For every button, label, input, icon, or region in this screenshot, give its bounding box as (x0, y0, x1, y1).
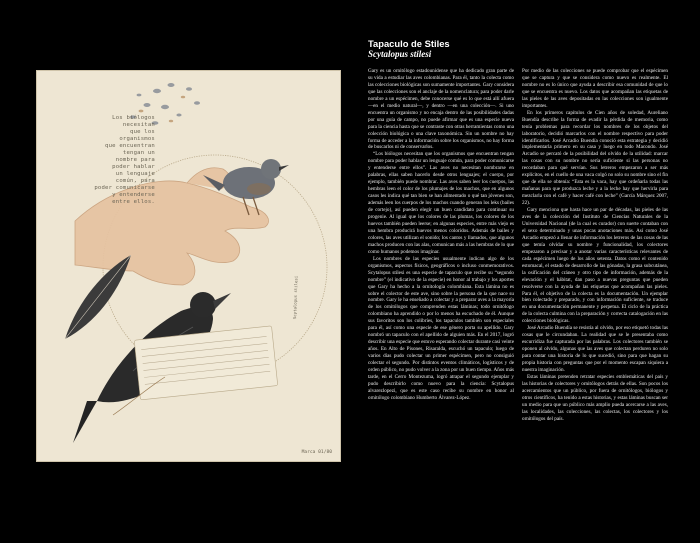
illustration-plate (36, 70, 341, 462)
article-header (368, 38, 450, 60)
paragraph: José Arcadio Buendía se resistía al olvido, por eso etiquetó todas las cosas que le circundaban. La realidad que se le presentaba como escurridiza fue capturada por las palabras. Los colectores también se oponen al olvido, algunas que las aves que colectan perduren no solo para contar una historia de lo que sucedió, sino para que hagan su propia historia con preguntas que por el momento escapan siquiera a nuestra imaginación. (522, 325, 668, 373)
paragraph: En los primeros capítulos de Cien años de soledad, Aureliano Buendía describe la forma de evadir la pérdida de memoria, como tenía problemas para recordar los nombres de los objetos del laboratorio, decidió marcarlos con el nombre respectivo para poder identificarlos. José Arcadio Buendía conoció esta estrategia y decidió implementarla primero en su casa y luego en todo Macondo. José Arcadio se percató de la posibilidad del olvido de la utilidad: marcar las cosas con su nombre no sería suficiente si las personas no recordaban para qué servían. Sus letreros empezaron a ser más explícitos, en el cuello de una vaca colgó no solo su nombre sino el fin que de ella se obtenía: “Esta es la vaca, hay que ordeñarla todas las mañanas para que produzca leche y a la leche hay que hervirla para mezclarla con el café y hacer café con leche” (García Márquez 2007, 22). (522, 109, 668, 207)
text-column-right (522, 68, 668, 498)
paragraph: Gary es un ornitólogo estadounidense que ha dedicado gran parte de su vida a estudiar las aves colombianas. Para él, tanto la colecta como las colecciones biológicas son sumamente importantes. Gary considera que las colecciones son el anclaje de la nomenclatura; para poder darle nombre a un espécimen, debe conocerse qué es lo que está allí afuera —en el medio natural—, y dentro —en una colección—. Si uno encuentra un organismo y no encaja dentro de las posibilidades dadas por una guía de campo, no puede afirmar que es una especie nueva para la ciencia hasta que se contraste con otras herramientas como una colección biológica o una clave taxonómica. Sin un nombre no hay forma de acceder a la información sobre los organismos, no hay forma de buscarlos ni de conservarlos. (368, 68, 514, 151)
text-column-left (368, 68, 514, 498)
paragraph: Los nombres de las especies usualmente indican algo de los organismos, aspectos físicos, geográficos o incluso conmemorativos. Scytalopus stilesi es una especie de tapaculo que recibe su “segundo nombre” (el indicativo de la especie) en honor al trabajo y los aportes que Gary ha hecho a la ornitología colombiana. Esta lámina no es sobre el colector de este ave, sino sobre la persona de la que nace su nombre. Gary le ha enseñado a colectar y a preparar aves a la mayoría de los ornitólogos que comprenden estas láminas; todo ornitólogo colombiano ha aprendido o por lo menos ha escuchado de él. Aunque sus favoritos son los colibríes, los tapaculos también son especiales para él, así como una especie de ese género porta su apellido. Gary nombró un tapaculo con el apellido de alguien más. En el 2017, logró describir una especie que estuvo esperando colectar durante casi veinte años. En Alto de Pisones, Risaralda, escuchó un tapaculo; luego de varios días pudo colectar un primer espécimen, pero no consiguió colectar el segundo. Por distintos eventos climáticos, logísticos y de orden público, no pudo volver a la zona por un buen tiempo. Años más tarde, en el Cerro Montezuma, logró atrapar el segundo ejemplar y pudo describirlo como nuevo para la ciencia: Scytalopus alvarezlopezi, que es este caso recibe su nombre en honor al ornitólogo colombiano Humberto Álvarez-López. (368, 255, 514, 401)
plate-signature: Marca 01/80 (301, 450, 332, 455)
article-title: Tapaculo de Stiles (368, 38, 450, 49)
paragraph: Gary menciona que hasta hace un par de décadas, las pieles de las aves de la colección del Instituto de Ciencias Naturales de la Universidad Nacional (de la cual es curador) con suerte contaban con el sexo determinado y unas pocas anotaciones más. Así como José Arcadio empezó a llenar de información los letreros de las cosas de las que temía olvidar su nombre y funcionalidad, los colectores empezaron a precisar y a anotar varias características relevantes de cada espécimen luego de los años setenta. Datos como el contenido estomacal, el estado de desarrollo de las gónadas, la grasa subcutánea, la osificación del cráneo y otro tipo de información, además de la elevación y el hábitat, dan paso a nuevas preguntas que pueden resolverse con la ayuda de las etiquetas que acompañan las pieles. Para él, el objetivo de la colecta es la documentación. Un ejemplar bien colectado y preparado, y con información suficiente, se traduce en una documentación permanente y perpetua. El ciclo de la práctica de la colecta culmina con la preparación y correcta catalogación en las colecciones biológicas. (522, 207, 668, 325)
article-scientific-name: Scytalopus stilesi (368, 49, 432, 59)
paragraph: Estas láminas pretenden retratar especies emblemáticas del país y las historias de colectores y ornitólogos detrás de ellas. Son pocos los acercamientos que un público, por fuera de ornitólogos, biólogos y otros científicos, ha tenido a estas historias, y estas láminas buscan ser un medio para que un público más amplio pueda acercarse a las aves, las localidades, las colecciones, las colectas, los colectores y los ornitólogos del país. (522, 373, 668, 422)
paragraph: Por medio de las colecciones se puede comprobar que el espécimen que se captura y que se considera como nuevo es realmente. El nombre no es lo único que ayuda a describir esa comunidad de que lo que se encuentra es nuevo. Los datos que acompañan las etiquetas de las pieles de las aves depositadas en las colecciones son igualmente importantes. (522, 68, 668, 109)
plate-handwritten-note: Los biólogos necesitan que los organismos que encuentran tengan un nombre para poder hablar un lenguaje común, para poder comunicarse y entenderse entre ellos. (94, 115, 155, 205)
plate-side-annotation: Scytalopus stilesi (292, 275, 299, 320)
paragraph: “Los biólogos necesitan que los organismos que encuentran tengan nombre para poder hablar un lenguaje común, para poder comunicarse y entenderse entre ellos”. Las aves no necesitan nombrarse en palabras, ellas saben hacerlo desde otros lenguajes; el cuerpo, por ejemplo, también puede nombrar. Las aves saben leer los cuerpos, las hembras leen el color de los plumajes de los machos, que en algunos casos les indica qué tan bien se han alimentado o qué tan jóvenes son, además leen los cuerpos de los machos cuando generan los leks (bailes de cortejo), así pueden elegir un buen candidato para continuar su progenie. Al igual que los colores de las plumas, los colores de los huevos también pueden leerse; en algunas especies, entre más viejo es una hembra producirá huevos menos coloridos. Además de bailes y colores, las aves utilizan el sonido; los cantos y llamados, que algunos machos producen con las alas, comunican más a las hembras de lo que como humanos podemos imaginar. (368, 151, 514, 255)
